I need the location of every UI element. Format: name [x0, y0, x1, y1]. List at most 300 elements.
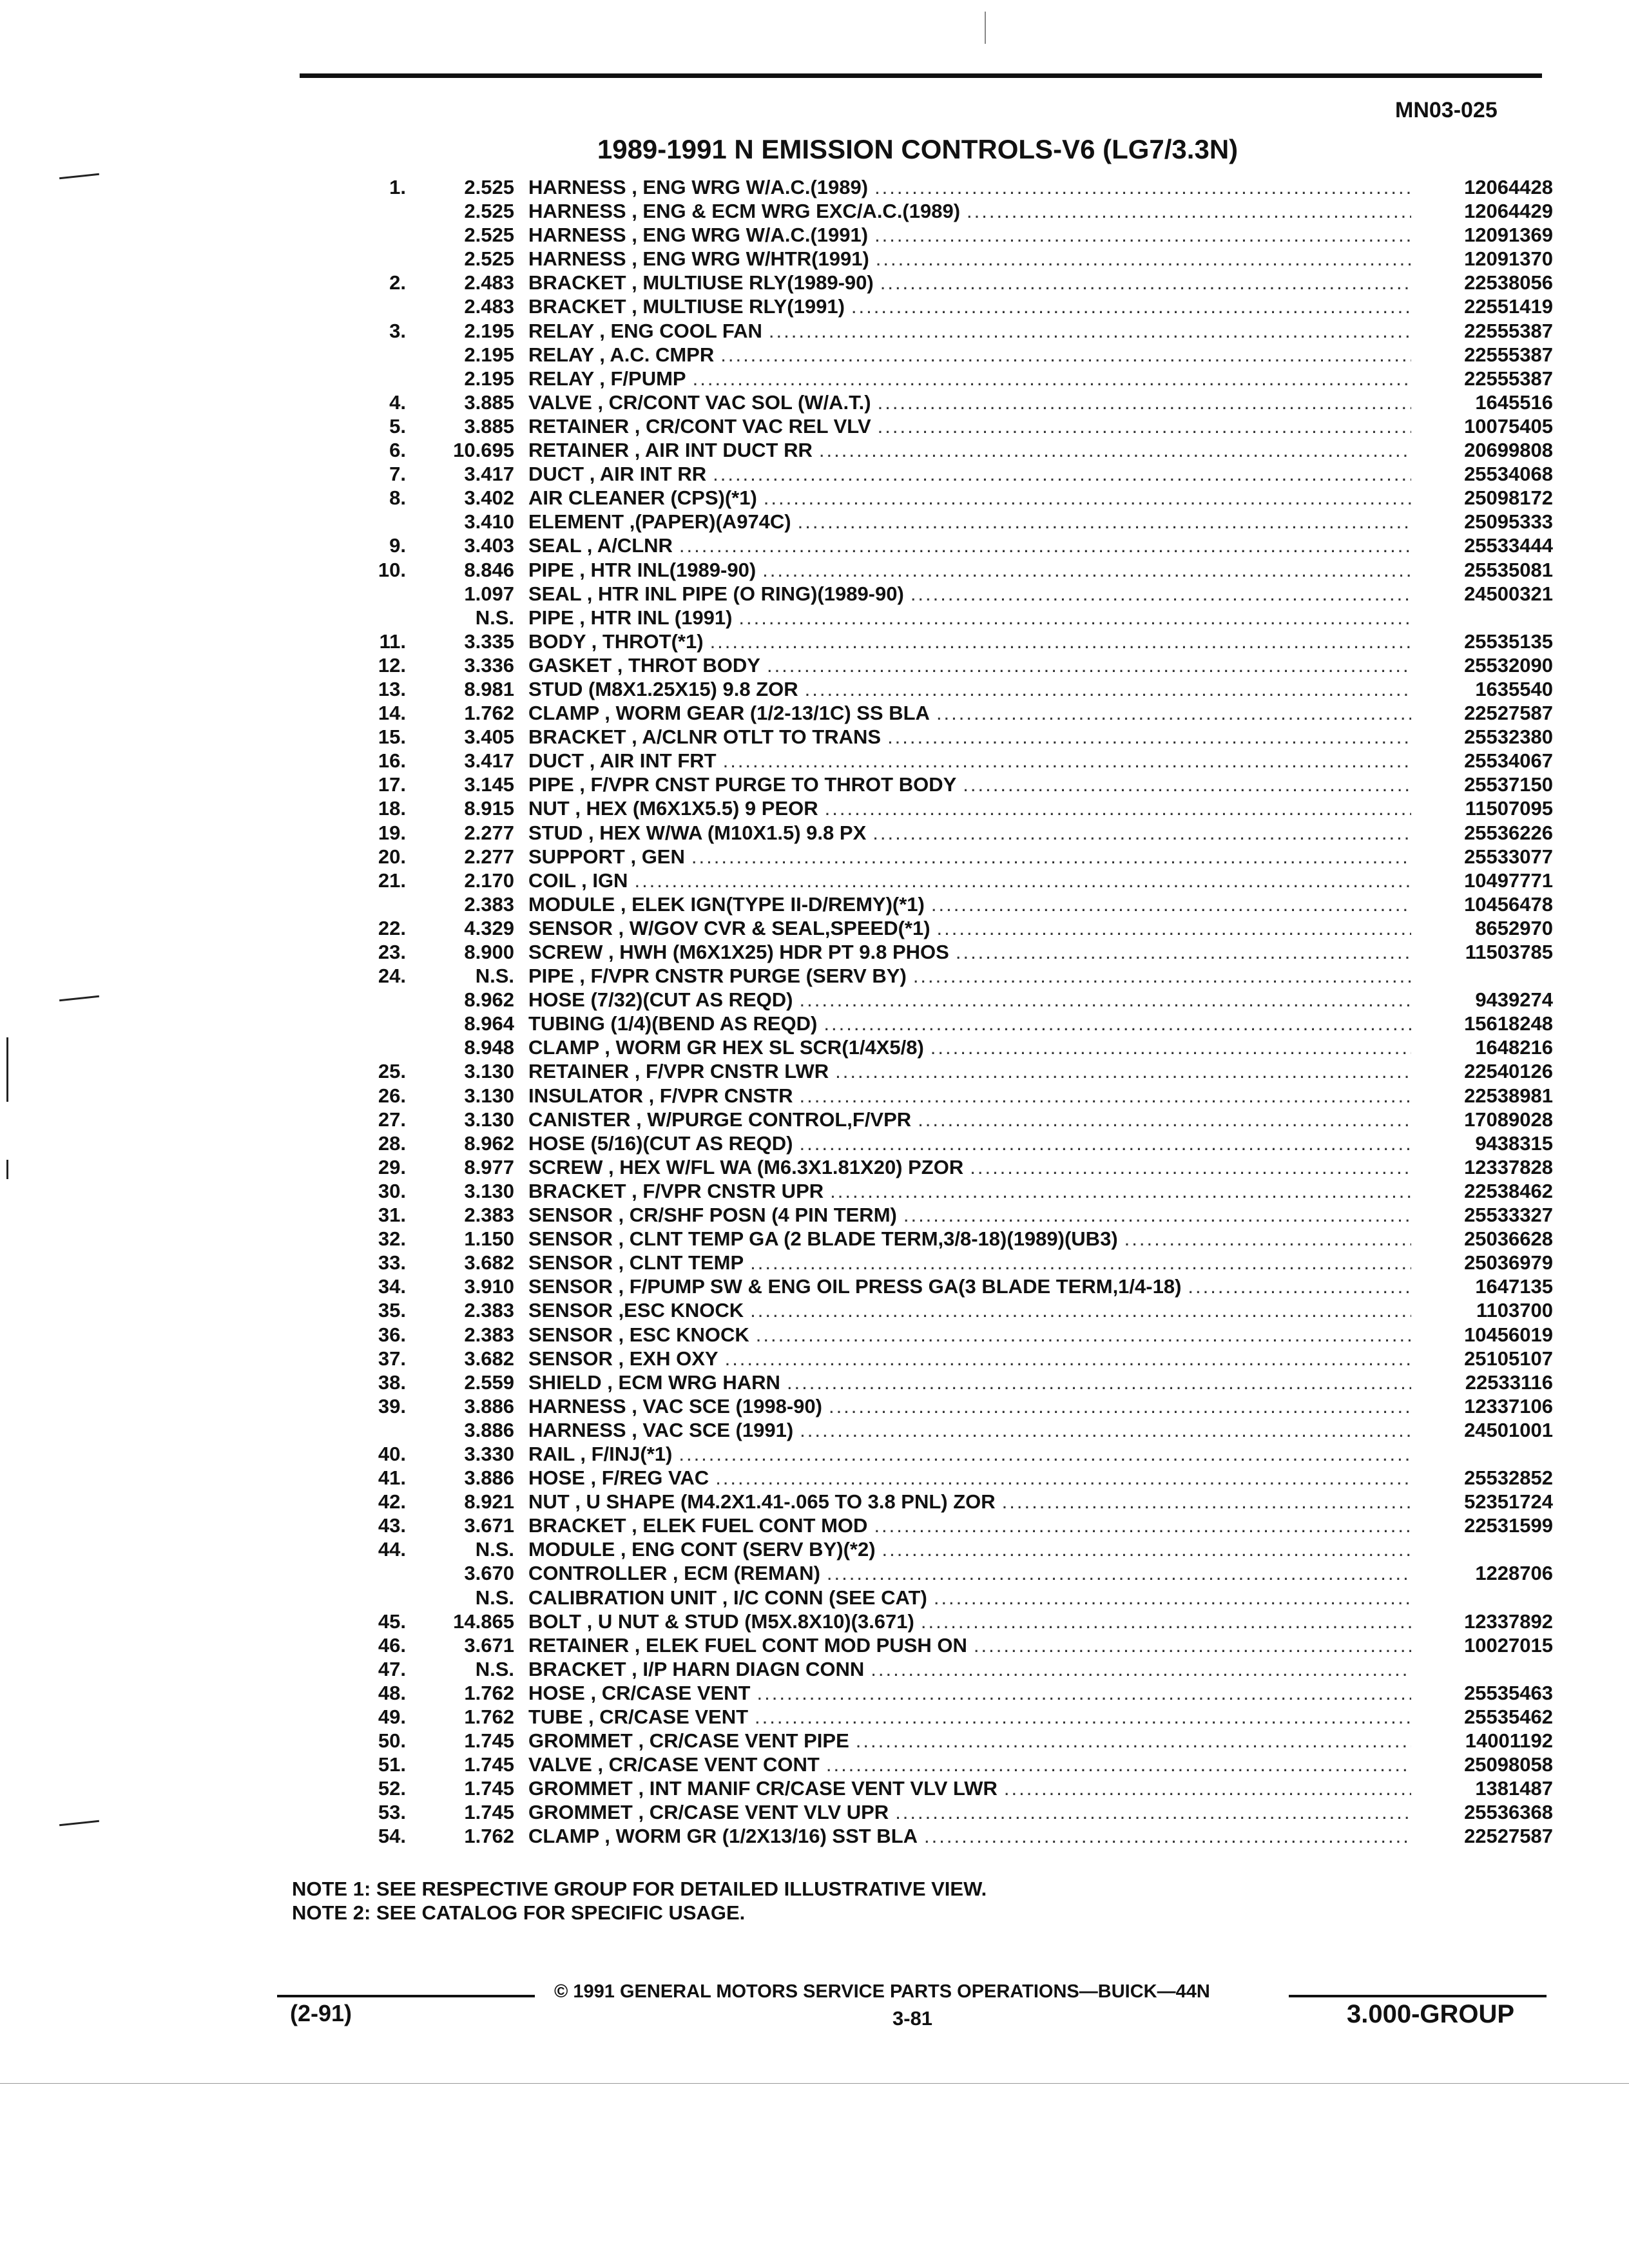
part-row — [335, 1251, 1553, 1274]
part-description-text: SEAL , A/CLNR — [528, 534, 673, 557]
part-row — [335, 1729, 1553, 1753]
part-description — [528, 175, 1418, 199]
part-row — [335, 414, 1553, 438]
group-number: 3.671 — [464, 1633, 514, 1657]
part-row — [335, 1824, 1553, 1848]
item-number: 12. — [378, 653, 406, 677]
part-number: 11507095 — [1465, 797, 1553, 820]
group-number: 1.745 — [464, 1729, 514, 1753]
item-number: 42. — [378, 1490, 406, 1514]
part-description — [528, 1681, 1418, 1705]
item-number: 46. — [378, 1633, 406, 1657]
footer-page-number: 3-81 — [892, 2007, 933, 2030]
part-row — [335, 533, 1553, 557]
leader-dots — [911, 582, 1411, 606]
part-description — [528, 1705, 1418, 1729]
part-number: 22527587 — [1464, 1825, 1553, 1848]
leader-dots — [872, 821, 1411, 845]
part-description — [528, 1657, 1418, 1681]
group-number: 3.336 — [464, 653, 514, 677]
part-description-text: MODULE , ENG CONT (SERV BY)(*2) — [528, 1538, 876, 1561]
group-number: 2.170 — [464, 869, 514, 892]
leader-dots — [829, 1394, 1411, 1418]
part-description-text: NUT , HEX (M6X1X5.5) 9 PEOR — [528, 797, 818, 820]
item-number: 22. — [378, 916, 406, 939]
part-description-text: DUCT , AIR INT FRT — [528, 749, 717, 773]
part-number: 17089028 — [1464, 1108, 1553, 1131]
part-description-text: DUCT , AIR INT RR — [528, 463, 707, 486]
part-row — [335, 916, 1553, 940]
part-description — [528, 294, 1418, 318]
group-number: N.S. — [475, 1657, 514, 1680]
part-row — [335, 1298, 1553, 1322]
part-description — [528, 773, 1418, 796]
leader-dots — [830, 1179, 1411, 1203]
part-number: 25536226 — [1464, 821, 1553, 844]
item-number: 34. — [378, 1275, 406, 1298]
part-number: 12337106 — [1464, 1394, 1553, 1418]
leader-dots — [835, 1059, 1411, 1083]
leader-dots — [679, 533, 1411, 557]
part-number: 52351724 — [1464, 1490, 1553, 1514]
group-number: 2.525 — [464, 247, 514, 271]
item-number: 9. — [389, 534, 406, 557]
part-number: 25532090 — [1464, 653, 1553, 677]
leader-dots — [756, 1323, 1411, 1347]
part-number: 25535462 — [1464, 1706, 1553, 1728]
part-description-text: INSULATOR , F/VPR CNSTR — [528, 1084, 793, 1107]
part-description-text: PIPE , F/VPR CNSTR PURGE (SERV BY) — [528, 965, 907, 988]
part-description-text: SENSOR ,ESC KNOCK — [528, 1299, 744, 1322]
part-row — [335, 988, 1553, 1012]
part-description — [528, 1394, 1418, 1418]
part-description-text: GROMMET , CR/CASE VENT PIPE — [528, 1729, 849, 1753]
part-number: 1228706 — [1475, 1562, 1553, 1585]
group-number: 3.886 — [464, 1394, 514, 1418]
part-row — [335, 1776, 1553, 1800]
part-description-text: BRACKET , I/P HARN DIAGN CONN — [528, 1657, 865, 1680]
group-number: 1.745 — [464, 1801, 514, 1824]
leader-dots — [851, 294, 1411, 318]
part-description — [528, 653, 1418, 677]
group-number: 3.335 — [464, 629, 514, 653]
part-description-text: BRACKET , ELEK FUEL CONT MOD — [528, 1514, 868, 1537]
item-number: 2. — [389, 271, 406, 294]
group-number: 2.195 — [464, 367, 514, 390]
part-number: 25098172 — [1464, 486, 1553, 510]
item-number: 36. — [378, 1323, 406, 1346]
part-description-text: STUD (M8X1.25X15) 9.8 ZOR — [528, 677, 798, 700]
item-number: 28. — [378, 1131, 406, 1155]
part-description-text: AIR CLEANER (CPS)(*1) — [528, 486, 757, 510]
part-description-text: RETAINER , AIR INT DUCT RR — [528, 439, 813, 462]
group-number: 3.330 — [464, 1442, 514, 1465]
leader-dots — [921, 1610, 1411, 1633]
part-description — [528, 1466, 1418, 1490]
part-row — [335, 1561, 1553, 1585]
leader-dots — [887, 725, 1411, 749]
part-description — [528, 1084, 1418, 1108]
leader-dots — [1002, 1490, 1411, 1514]
item-number: 16. — [378, 749, 406, 773]
group-number: 2.277 — [464, 821, 514, 844]
group-number: 3.910 — [464, 1275, 514, 1298]
part-description-text: RELAY , ENG COOL FAN — [528, 319, 762, 342]
part-description-text: GASKET , THROT BODY — [528, 653, 760, 677]
part-number: 22533116 — [1465, 1370, 1553, 1394]
leader-dots — [913, 964, 1411, 988]
item-number: 51. — [378, 1753, 406, 1776]
group-number: 2.383 — [464, 1299, 514, 1322]
page-title: 1989-1991 N EMISSION CONTROLS-V6 (LG7/3.3N) — [597, 134, 1239, 164]
part-description-text: RAIL , F/INJ(*1) — [528, 1442, 673, 1465]
item-number: 10. — [378, 558, 406, 581]
group-number: 10.695 — [453, 439, 514, 462]
footer-group: 3.000-GROUP — [1347, 2000, 1515, 2028]
leader-dots — [903, 1203, 1411, 1227]
group-number: 1.762 — [464, 1706, 514, 1728]
part-number: 25098058 — [1464, 1753, 1553, 1776]
group-number: 8.921 — [464, 1490, 514, 1514]
leader-dots — [750, 1251, 1411, 1274]
part-row — [335, 1633, 1553, 1657]
part-description-text: CLAMP , WORM GEAR (1/2-13/1C) SS BLA — [528, 702, 930, 725]
part-description — [528, 367, 1418, 390]
leader-dots — [878, 414, 1411, 438]
part-row — [335, 367, 1553, 390]
part-description — [528, 1323, 1418, 1347]
leader-dots — [767, 653, 1411, 677]
part-row — [335, 892, 1553, 916]
part-number: 8652970 — [1475, 916, 1553, 939]
part-number: 10497771 — [1464, 869, 1553, 892]
leader-dots — [755, 1705, 1411, 1729]
part-description-text: SENSOR , W/GOV CVR & SEAL,SPEED(*1) — [528, 916, 930, 939]
group-number: 3.885 — [464, 390, 514, 414]
part-row — [335, 1012, 1553, 1035]
group-number: 8.981 — [464, 677, 514, 700]
notes — [292, 1877, 987, 1925]
item-number: 50. — [378, 1729, 406, 1753]
item-number: 48. — [378, 1681, 406, 1704]
part-description-text: RETAINER , CR/CONT VAC REL VLV — [528, 414, 871, 437]
group-number: 8.977 — [464, 1155, 514, 1178]
part-description — [528, 1418, 1418, 1442]
part-description-text: SCREW , HWH (M6X1X25) HDR PT 9.8 PHOS — [528, 941, 949, 963]
part-description — [528, 725, 1418, 749]
part-number: 22531599 — [1464, 1514, 1553, 1537]
group-number: 2.195 — [464, 319, 514, 342]
part-description — [528, 486, 1418, 510]
part-row — [335, 486, 1553, 510]
part-row — [335, 1394, 1553, 1418]
part-number: 12091370 — [1464, 247, 1553, 271]
item-number: 35. — [378, 1299, 406, 1322]
group-number: N.S. — [475, 606, 514, 629]
part-description-text: HOSE (7/32)(CUT AS REQD) — [528, 988, 793, 1012]
group-number: 3.405 — [464, 726, 514, 749]
leader-dots — [963, 773, 1411, 796]
part-number: 20699808 — [1464, 439, 1553, 462]
leader-dots — [805, 677, 1411, 701]
part-row — [335, 1514, 1553, 1537]
leader-dots — [764, 486, 1411, 510]
part-row — [335, 199, 1553, 223]
part-description-text: SENSOR , CLNT TEMP GA (2 BLADE TERM,3/8-18)(1989)(UB3) — [528, 1227, 1118, 1251]
part-description — [528, 1633, 1418, 1657]
part-description-text: STUD , HEX W/WA (M10X1.5) 9.8 PX — [528, 821, 867, 844]
part-row — [335, 1705, 1553, 1729]
item-number: 29. — [378, 1155, 406, 1178]
group-number: 3.886 — [464, 1466, 514, 1490]
part-description-text: MODULE , ELEK IGN(TYPE II-D/REMY)(*1) — [528, 892, 925, 916]
group-number: 1.745 — [464, 1753, 514, 1776]
item-number: 43. — [378, 1514, 406, 1537]
group-number: 3.417 — [464, 463, 514, 486]
leader-dots — [800, 1131, 1411, 1155]
group-number: 3.670 — [464, 1562, 514, 1585]
part-description — [528, 606, 1418, 629]
leader-dots — [720, 343, 1411, 367]
part-description-text: CLAMP , WORM GR (1/2X13/16) SST BLA — [528, 1825, 918, 1848]
part-row — [335, 796, 1553, 820]
leader-dots — [874, 175, 1411, 199]
part-description — [528, 1298, 1418, 1322]
part-number: 25533327 — [1464, 1204, 1553, 1227]
part-row — [335, 1681, 1553, 1705]
part-row — [335, 1418, 1553, 1442]
part-description — [528, 1012, 1418, 1035]
part-row — [335, 1131, 1553, 1155]
part-description-text: HARNESS , ENG WRG W/A.C.(1991) — [528, 224, 869, 247]
group-number: 2.525 — [464, 224, 514, 247]
item-number: 18. — [378, 797, 406, 820]
item-number: 21. — [378, 869, 406, 892]
note-2: NOTE 2: SEE CATALOG FOR SPECIFIC USAGE. — [292, 1901, 746, 1924]
part-description — [528, 1274, 1418, 1298]
item-number: 5. — [389, 414, 406, 437]
item-number: 11. — [379, 629, 406, 653]
part-number: 25533077 — [1464, 845, 1553, 868]
part-row — [335, 677, 1553, 701]
part-number: 1645516 — [1475, 390, 1553, 414]
part-row — [335, 1442, 1553, 1466]
part-row — [335, 247, 1553, 271]
part-description-text: BRACKET , MULTIUSE RLY(1989-90) — [528, 271, 874, 294]
part-description — [528, 1610, 1418, 1633]
part-row — [335, 1800, 1553, 1824]
part-description-text: SUPPORT , GEN — [528, 845, 685, 868]
group-number: 3.130 — [464, 1060, 514, 1083]
leader-dots — [1004, 1776, 1411, 1800]
item-number: 37. — [378, 1347, 406, 1370]
leader-dots — [800, 988, 1411, 1012]
part-number: 12064428 — [1464, 176, 1553, 198]
part-number: 25533444 — [1464, 534, 1553, 557]
part-number: 1103700 — [1476, 1299, 1553, 1322]
part-description — [528, 1753, 1418, 1776]
part-description-text: BRACKET , MULTIUSE RLY(1991) — [528, 295, 845, 318]
part-description-text: SHIELD , ECM WRG HARN — [528, 1370, 780, 1394]
part-description-text: BOLT , U NUT & STUD (M5X.8X10)(3.671) — [528, 1610, 914, 1633]
part-description — [528, 271, 1418, 294]
part-description-text: RELAY , F/PUMP — [528, 367, 686, 390]
scan-mark — [985, 12, 986, 44]
part-description — [528, 1537, 1418, 1561]
part-row — [335, 1537, 1553, 1561]
part-description — [528, 701, 1418, 725]
leader-dots — [1124, 1227, 1411, 1251]
group-number: 3.130 — [464, 1108, 514, 1131]
leader-dots — [757, 1681, 1412, 1705]
part-row — [335, 964, 1553, 988]
item-number: 40. — [378, 1442, 406, 1465]
item-number: 24. — [378, 965, 406, 988]
part-description-text: SEAL , HTR INL PIPE (O RING)(1989-90) — [528, 582, 904, 605]
leader-dots — [934, 1586, 1411, 1610]
part-description-text: SENSOR , ESC KNOCK — [528, 1323, 749, 1346]
part-description — [528, 1179, 1418, 1203]
item-number: 30. — [378, 1179, 406, 1202]
item-number: 4. — [389, 390, 406, 414]
part-row — [335, 1323, 1553, 1347]
leader-dots — [970, 1155, 1411, 1179]
leader-dots — [878, 390, 1411, 414]
leader-dots — [918, 1108, 1411, 1131]
item-number: 25. — [378, 1060, 406, 1083]
part-description-text: SENSOR , CR/SHF POSN (4 PIN TERM) — [528, 1204, 897, 1227]
group-number: 1.097 — [464, 582, 514, 605]
part-row — [335, 462, 1553, 486]
part-number: 1647135 — [1475, 1275, 1553, 1298]
part-description — [528, 343, 1418, 367]
group-number: 2.383 — [464, 892, 514, 916]
part-description — [528, 414, 1418, 438]
group-number: 2.383 — [464, 1204, 514, 1227]
group-number: 3.886 — [464, 1418, 514, 1441]
item-number: 6. — [389, 439, 406, 462]
part-row — [335, 1753, 1553, 1776]
part-description — [528, 1561, 1418, 1585]
part-number: 24501001 — [1464, 1418, 1553, 1441]
item-number: 41. — [378, 1466, 406, 1490]
part-description — [528, 1251, 1418, 1274]
part-description-text: CALIBRATION UNIT , I/C CONN (SEE CAT) — [528, 1586, 927, 1609]
parts-list — [335, 175, 1553, 1849]
part-number: 22538462 — [1464, 1179, 1553, 1202]
part-description — [528, 1108, 1418, 1131]
leader-dots — [924, 1824, 1411, 1848]
part-row — [335, 1370, 1553, 1394]
part-row — [335, 725, 1553, 749]
part-description — [528, 1729, 1418, 1753]
item-number: 47. — [378, 1657, 406, 1680]
leader-dots — [936, 701, 1411, 725]
part-description-text: PIPE , HTR INL(1989-90) — [528, 558, 757, 581]
part-number: 25536368 — [1464, 1801, 1553, 1824]
note-1: NOTE 1: SEE RESPECTIVE GROUP FOR DETAILED ILLUSTRATIVE VIEW. — [292, 1878, 987, 1900]
part-description-text: RETAINER , ELEK FUEL CONT MOD PUSH ON — [528, 1633, 967, 1657]
leader-dots — [874, 223, 1411, 247]
part-row — [335, 1203, 1553, 1227]
item-number: 1. — [389, 176, 406, 198]
part-number: 15618248 — [1464, 1012, 1553, 1035]
part-number: 22538056 — [1464, 271, 1553, 294]
part-description-text: CANISTER , W/PURGE CONTROL,F/VPR — [528, 1108, 912, 1131]
item-number: 3. — [389, 319, 406, 342]
part-description-text: PIPE , HTR INL (1991) — [528, 606, 733, 629]
part-description-text: TUBE , CR/CASE VENT — [528, 1706, 749, 1728]
part-number: 25532852 — [1464, 1466, 1553, 1490]
part-description-text: PIPE , F/VPR CNST PURGE TO THROT BODY — [528, 773, 957, 796]
group-number: 8.964 — [464, 1012, 514, 1035]
group-number: 1.745 — [464, 1777, 514, 1800]
leader-dots — [956, 940, 1411, 964]
part-number: 9438315 — [1475, 1131, 1553, 1155]
part-description-text: HARNESS , ENG & ECM WRG EXC/A.C.(1989) — [528, 200, 961, 223]
part-number: 22551419 — [1464, 295, 1553, 318]
copyright: © 1991 GENERAL MOTORS SERVICE PARTS OPERATIONS—BUICK—44N — [554, 1981, 1210, 2002]
part-description — [528, 1490, 1418, 1514]
leader-dots — [871, 1657, 1411, 1681]
part-row — [335, 510, 1553, 533]
part-description — [528, 821, 1418, 845]
part-number: 22540126 — [1464, 1060, 1553, 1083]
part-number: 12091369 — [1464, 224, 1553, 247]
part-number: 12064429 — [1464, 200, 1553, 223]
leader-dots — [824, 1012, 1411, 1035]
item-number: 13. — [378, 677, 406, 700]
part-description — [528, 1131, 1418, 1155]
group-number: N.S. — [475, 1538, 514, 1561]
part-number: 1648216 — [1475, 1036, 1553, 1059]
part-row — [335, 1610, 1553, 1633]
item-number: 27. — [378, 1108, 406, 1131]
part-number: 25095333 — [1464, 510, 1553, 533]
item-number: 20. — [378, 845, 406, 868]
leader-dots — [937, 916, 1411, 940]
part-description — [528, 1370, 1418, 1394]
leader-dots — [769, 319, 1411, 343]
part-row — [335, 845, 1553, 869]
part-description-text: HOSE (5/16)(CUT AS REQD) — [528, 1131, 793, 1155]
part-number: 10456478 — [1464, 892, 1553, 916]
group-number: 2.483 — [464, 295, 514, 318]
part-description — [528, 533, 1418, 557]
part-description — [528, 199, 1418, 223]
item-number: 38. — [378, 1370, 406, 1394]
part-number: 10456019 — [1464, 1323, 1553, 1346]
leader-dots — [693, 367, 1411, 390]
part-description-text: RETAINER , F/VPR CNSTR LWR — [528, 1060, 829, 1083]
part-row — [335, 294, 1553, 318]
part-description — [528, 988, 1418, 1012]
leader-dots — [827, 1561, 1411, 1585]
part-description-text: SENSOR , CLNT TEMP — [528, 1251, 744, 1274]
part-description — [528, 1776, 1418, 1800]
footer-rule-left — [277, 1995, 535, 1997]
part-description — [528, 582, 1418, 606]
part-description — [528, 796, 1418, 820]
part-number: 14001192 — [1465, 1729, 1553, 1753]
leader-dots — [800, 1418, 1411, 1442]
item-number: 26. — [378, 1084, 406, 1107]
item-number: 7. — [389, 463, 406, 486]
page-code: MN03-025 — [1395, 98, 1498, 122]
part-number: 25105107 — [1464, 1347, 1553, 1370]
part-row — [335, 701, 1553, 725]
part-number: 22527587 — [1464, 702, 1553, 725]
